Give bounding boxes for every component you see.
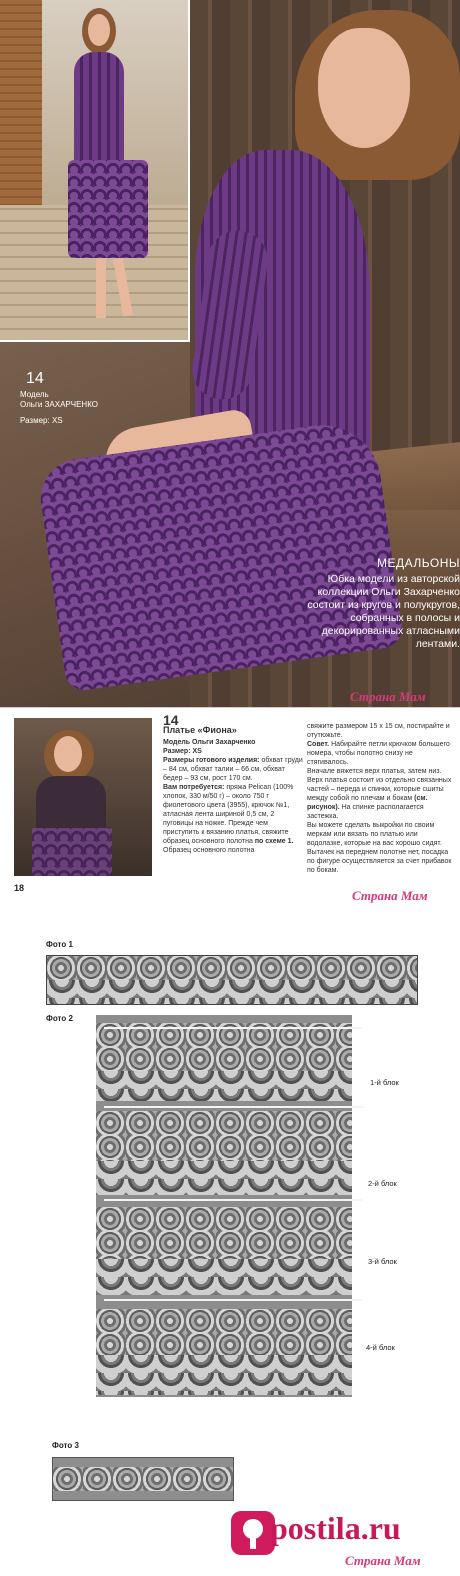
inset-photo: [0, 0, 190, 342]
block4-medallions: [96, 1309, 352, 1355]
block-divider-line: [104, 1106, 364, 1108]
postila-text: postila.ru: [270, 1510, 401, 1546]
model-author-name: Ольги ЗАХАРЧЕНКО: [20, 400, 98, 409]
block-divider-line: [104, 1299, 362, 1301]
text-column-1: [163, 712, 305, 855]
caption-text: Юбка модели из авторской коллекции Ольги Захарченко состоит из кругов и полукругов, собранных в полосы и декорированных атласными лентами.: [307, 573, 460, 650]
foto2-skirt-panel: [96, 1015, 352, 1397]
block-divider-line: [104, 1199, 362, 1201]
woman-face: [318, 28, 410, 148]
foto3-label: Фото 3: [52, 1441, 79, 1450]
sizes-text: обхват груди – 84 см, обхват талии – 66 см, обхват бедер – 93 см, рост 170 см.: [163, 757, 303, 782]
block-divider-line: [104, 1027, 362, 1029]
scheme-tail: Образец основного полотна: [163, 847, 255, 854]
foto1-lace-band: [46, 955, 418, 1005]
watermark: Страна Мам: [345, 1553, 421, 1568]
pattern-title: Платье «Фиона»: [163, 725, 237, 735]
foto3-medallions: [53, 1467, 233, 1491]
sizes-label: Размеры готового изделия:: [163, 757, 260, 764]
foto1-label: Фото 1: [46, 940, 73, 949]
block2-scallops: [96, 1161, 352, 1195]
block-label-3: 3-й блок: [368, 1257, 397, 1266]
model-thumbnail-photo: [14, 718, 152, 876]
foto3-lace-strip: [52, 1457, 234, 1501]
crochet-skirt: [36, 417, 405, 692]
materials-label: Вам потребуется:: [163, 784, 225, 791]
block3-scallops: [96, 1259, 352, 1295]
materials-text: пряжа Pelican (100% хлопок, 330 м/50 г) – около 750 г фиолетового цвета (3955), крючок №1, атласная лента шириной 0,5 см, 2 пуговицы на ножке. Прежде чем приступить к вязанию платья, свяжите образец основного полотна: [163, 784, 294, 845]
sizes-paragraph: [163, 756, 305, 783]
model-author: [20, 390, 98, 410]
col2-paragraph-4: Вы можете сделать выкройки по своим меркам или вязать по платью или водолазке, которые на вас хорошо сидят.: [307, 822, 442, 847]
advice-label: Совет.: [307, 741, 330, 748]
watermark: Страна Мам: [350, 689, 426, 704]
col2-p3-text: Вначале вяжется верх платья, затем низ. Верх платья состоит из отдельно связанных частей – переда и спинки, которые сшиты между собой по плечам и бокам: [307, 768, 452, 802]
model-credit: Модель Ольги Захарченко: [163, 739, 256, 746]
col2-paragraph-5: Вытачек на переднем полотне нет, посадка по фигуре осуществляется за счет прибавок по бокам.: [307, 849, 452, 874]
thumb-woman-face: [54, 736, 82, 772]
block-label-2: 2-й блок: [368, 1179, 397, 1188]
materials-paragraph: [163, 783, 305, 855]
block-label-4: 4-й блок: [366, 1343, 395, 1352]
thumb-skirt: [32, 828, 112, 876]
col2-paragraph-1: свяжите размером 15 х 15 см, постирайте и отутюжьте.: [307, 723, 450, 739]
inset-leg: [96, 258, 106, 318]
foto1-medallions: [47, 956, 417, 980]
scheme-ref: по схеме 1.: [254, 838, 294, 845]
inset-dress: [74, 52, 124, 170]
model-number-text: 14: [163, 712, 179, 728]
col2-paragraph-3: [307, 767, 452, 821]
model-size: Размер: XS: [20, 416, 63, 425]
block1-scallops: [96, 1071, 352, 1101]
figure-ref: (см. рисунок).: [307, 795, 428, 811]
text-column-2: [307, 722, 452, 875]
magazine-photo-spread: [0, 0, 460, 707]
caption-title: МЕДАЛЬОНЫ: [376, 556, 460, 570]
inset-woman-face: [88, 14, 110, 46]
model-label: Модель: [20, 390, 49, 399]
col2-p3-tail: На спинке располагается застежка.: [307, 804, 424, 820]
inset-skirt: [68, 160, 148, 258]
advice-text: Набирайте петли крючком большего номера, чтобы полотно снизу не стягивалось.: [307, 741, 450, 766]
advice-paragraph: [307, 740, 452, 767]
pattern-size: Размер: XS: [163, 748, 202, 755]
caption-box: [293, 556, 460, 651]
block2-medallions: [96, 1111, 352, 1161]
watermark: Страна Мам: [352, 888, 428, 903]
block-label-1: 1-й блок: [370, 1078, 399, 1087]
block3-medallions: [96, 1207, 352, 1259]
foto1-scallops: [47, 980, 417, 1004]
block4-scallops: [96, 1355, 352, 1395]
model-number: 14: [26, 370, 44, 387]
page-number: 18: [14, 883, 25, 893]
block1-medallions: [96, 1023, 352, 1071]
foto2-label: Фото 2: [46, 1014, 73, 1023]
